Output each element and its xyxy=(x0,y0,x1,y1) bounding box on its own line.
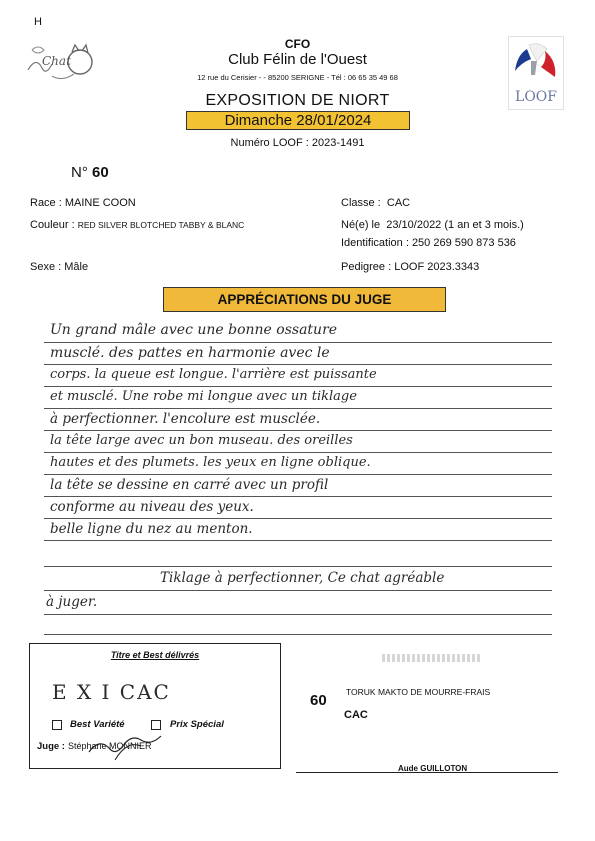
best-variete-label: Best Variété xyxy=(70,719,125,730)
entry-number: N° 60 xyxy=(71,164,109,181)
ticket-bottom-line xyxy=(296,772,558,773)
ticket-number: 60 xyxy=(310,692,327,709)
appreciation-line: et musclé. Une robe mi longue avec un tiklage xyxy=(50,389,357,404)
appreciation-line: Tiklage à perfectionner, Ce chat agréable xyxy=(160,570,445,586)
appreciation-line: belle ligne du nez au menton. xyxy=(50,521,253,537)
ruled-line xyxy=(44,452,552,453)
appreciation-line: hautes et des plumets. les yeux en ligne oblique. xyxy=(50,455,371,470)
sexe: Sexe : Mâle xyxy=(30,261,89,273)
club-name: Club Félin de l'Ouest xyxy=(228,51,367,68)
appreciation-line: musclé. des pattes en harmonie avec le xyxy=(50,345,330,361)
appreciation-line: conforme au niveau des yeux. xyxy=(50,499,254,515)
identification: Identification : 250 269 590 873 536 xyxy=(341,237,516,249)
juge-name: Stéphane MONNIER xyxy=(68,741,152,751)
org-short: CFO xyxy=(284,37,311,51)
awards-handwritten: E X I CAC xyxy=(52,680,171,704)
best-variete-checkbox[interactable] xyxy=(52,720,62,730)
cut-text-remnant xyxy=(382,654,482,662)
appreciation-line: la tête se dessine en carré avec un profil xyxy=(50,477,329,493)
ruled-line xyxy=(44,614,552,615)
event-title: EXPOSITION DE NIORT xyxy=(205,92,390,109)
ruled-line xyxy=(44,408,552,409)
ruled-line xyxy=(44,518,552,519)
event-date: Dimanche 28/01/2024 xyxy=(224,112,372,129)
prix-special-label: Prix Spécial xyxy=(170,719,224,730)
ruled-line xyxy=(44,342,552,343)
appreciation-line: à juger. xyxy=(46,594,98,610)
club-logo: Chat xyxy=(22,40,96,84)
club-address: 12 rue du Cerisier - - 85200 SERIGNE - Tél : 06 65 35 49 68 xyxy=(197,73,398,82)
ticket-owner: Aude GUILLOTON xyxy=(398,764,468,773)
ruled-line xyxy=(44,364,552,365)
ruled-line xyxy=(44,474,552,475)
awards-title: Titre et Best délivrés xyxy=(110,650,200,660)
race: Race : MAINE COON xyxy=(30,197,136,209)
loof-number: Numéro LOOF : 2023-1491 xyxy=(230,137,365,149)
classe: Classe : CAC xyxy=(341,197,411,209)
prix-special-checkbox[interactable] xyxy=(151,720,161,730)
appreciations-heading: APPRÉCIATIONS DU JUGE xyxy=(217,292,392,307)
ruled-line xyxy=(44,634,552,635)
ruled-line xyxy=(44,540,552,541)
ruled-line xyxy=(44,590,552,591)
ruled-line xyxy=(44,430,552,431)
appreciation-line: à perfectionner. l'encolure est musclée. xyxy=(50,411,321,427)
appreciation-line: la tête large avec un bon museau. des oreilles xyxy=(50,433,353,448)
ruled-line xyxy=(44,386,552,387)
ruled-line xyxy=(44,496,552,497)
date-naissance: Né(e) le 23/10/2022 (1 an et 3 mois.) xyxy=(341,219,524,231)
appreciation-line: corps. la queue est longue. l'arrière est puissante xyxy=(50,367,377,382)
pedigree: Pedigree : LOOF 2023.3343 xyxy=(341,261,480,273)
ticket-cat-name: TORUK MAKTO DE MOURRE-FRAIS xyxy=(346,687,491,697)
judge-signature xyxy=(85,730,165,764)
appreciation-line: Un grand mâle avec une bonne ossature xyxy=(50,322,338,338)
juge-label: Juge : xyxy=(37,741,65,752)
event-date-box xyxy=(186,111,410,130)
appreciations-heading-box xyxy=(163,287,446,312)
corner-mark: H xyxy=(34,16,42,28)
ruled-line xyxy=(44,566,552,567)
awards-box xyxy=(29,643,281,769)
entry-ticket xyxy=(296,660,558,773)
ticket-classe: CAC xyxy=(344,709,368,721)
loof-logo: LOOF xyxy=(508,36,564,110)
couleur: Couleur : RED SILVER BLOTCHED TABBY & BLANC xyxy=(30,219,245,231)
